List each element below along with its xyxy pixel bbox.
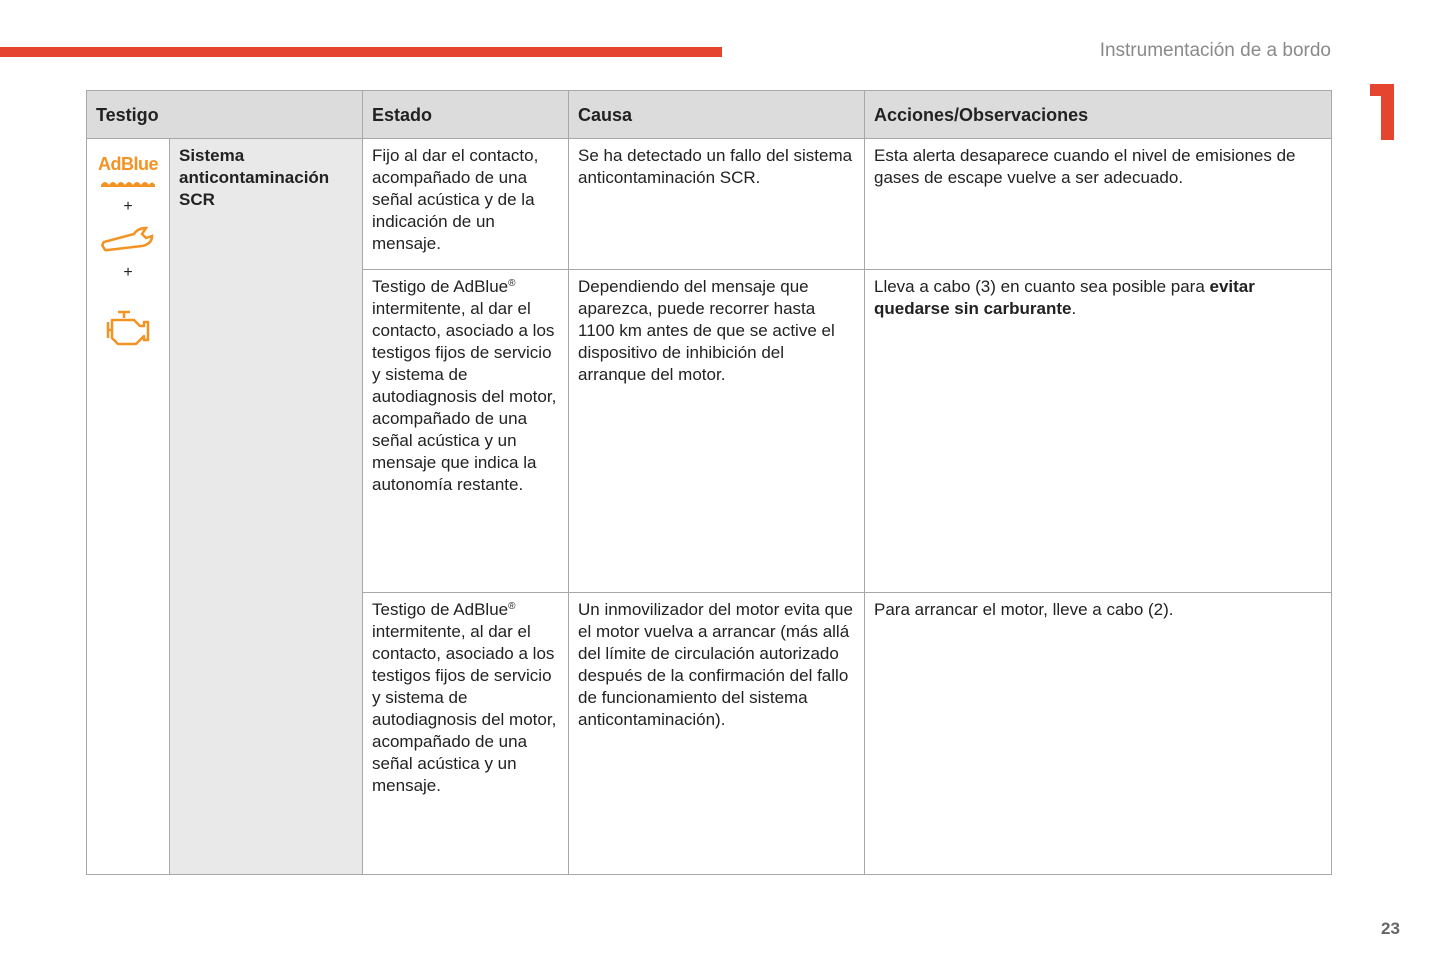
row-3-estado: Testigo de AdBlue® intermitente, al dar el contacto, asociado a los testigos fijos de servicio y sistema de autodiagnosis del motor, acompañado de una señal acústica y un mensaje. <box>362 592 569 875</box>
plus-sign: + <box>123 264 133 281</box>
column-header-acciones: Acciones/Observaciones <box>864 90 1332 139</box>
column-header-estado: Estado <box>362 90 569 139</box>
row-1-estado: Fijo al dar el contacto, acompañado de una señal acústica y de la indicación de un mensaje. <box>362 138 569 270</box>
row-3-acciones: Para arrancar el motor, lleve a cabo (2). <box>864 592 1332 875</box>
column-header-testigo: Testigo <box>86 90 363 139</box>
column-header-causa: Causa <box>568 90 865 139</box>
indicator-name-line: Sistema <box>179 146 245 165</box>
wrench-icon <box>100 226 156 254</box>
row-2-estado: Testigo de AdBlue® intermitente, al dar el contacto, asociado a los testigos fijos de servicio y sistema de autodiagnosis del motor, acompañado de una señal acústica y un mensaje que indica la autonomía restante. <box>362 269 569 593</box>
indicator-name-cell <box>169 138 363 875</box>
chapter-number-1 <box>1370 84 1394 140</box>
plus-sign: + <box>123 198 133 215</box>
engine-icon <box>104 310 152 346</box>
row-2-causa: Dependiendo del mensaje que aparezca, puede recorrer hasta 1100 km antes de que se active el dispositivo de inhibición del arranque del motor. <box>568 269 865 593</box>
page-number: 23 <box>1381 919 1400 938</box>
section-title: Instrumentación de a bordo <box>1099 40 1331 61</box>
adblue-icon: AdBlue <box>97 154 159 192</box>
row-1-causa: Se ha detectado un fallo del sistema anticontaminación SCR. <box>568 138 865 270</box>
row-2-acciones: Lleva a cabo (3) en cuanto sea posible para evitar quedarse sin carburante. <box>864 269 1332 593</box>
row-3-causa: Un inmovilizador del motor evita que el motor vuelva a arrancar (más allá del límite de circulación autorizado después de la confirmación del fallo de funcionamiento del sistema anticontaminación). <box>568 592 865 875</box>
indicator-name-line: anticontaminación <box>179 168 330 187</box>
indicator-name-line: SCR <box>179 190 215 209</box>
indicator-icons <box>87 138 169 874</box>
row-1-acciones: Esta alerta desaparece cuando el nivel de emisiones de gases de escape vuelve a ser adecuado. <box>864 138 1332 270</box>
header-accent-bar <box>0 47 722 57</box>
